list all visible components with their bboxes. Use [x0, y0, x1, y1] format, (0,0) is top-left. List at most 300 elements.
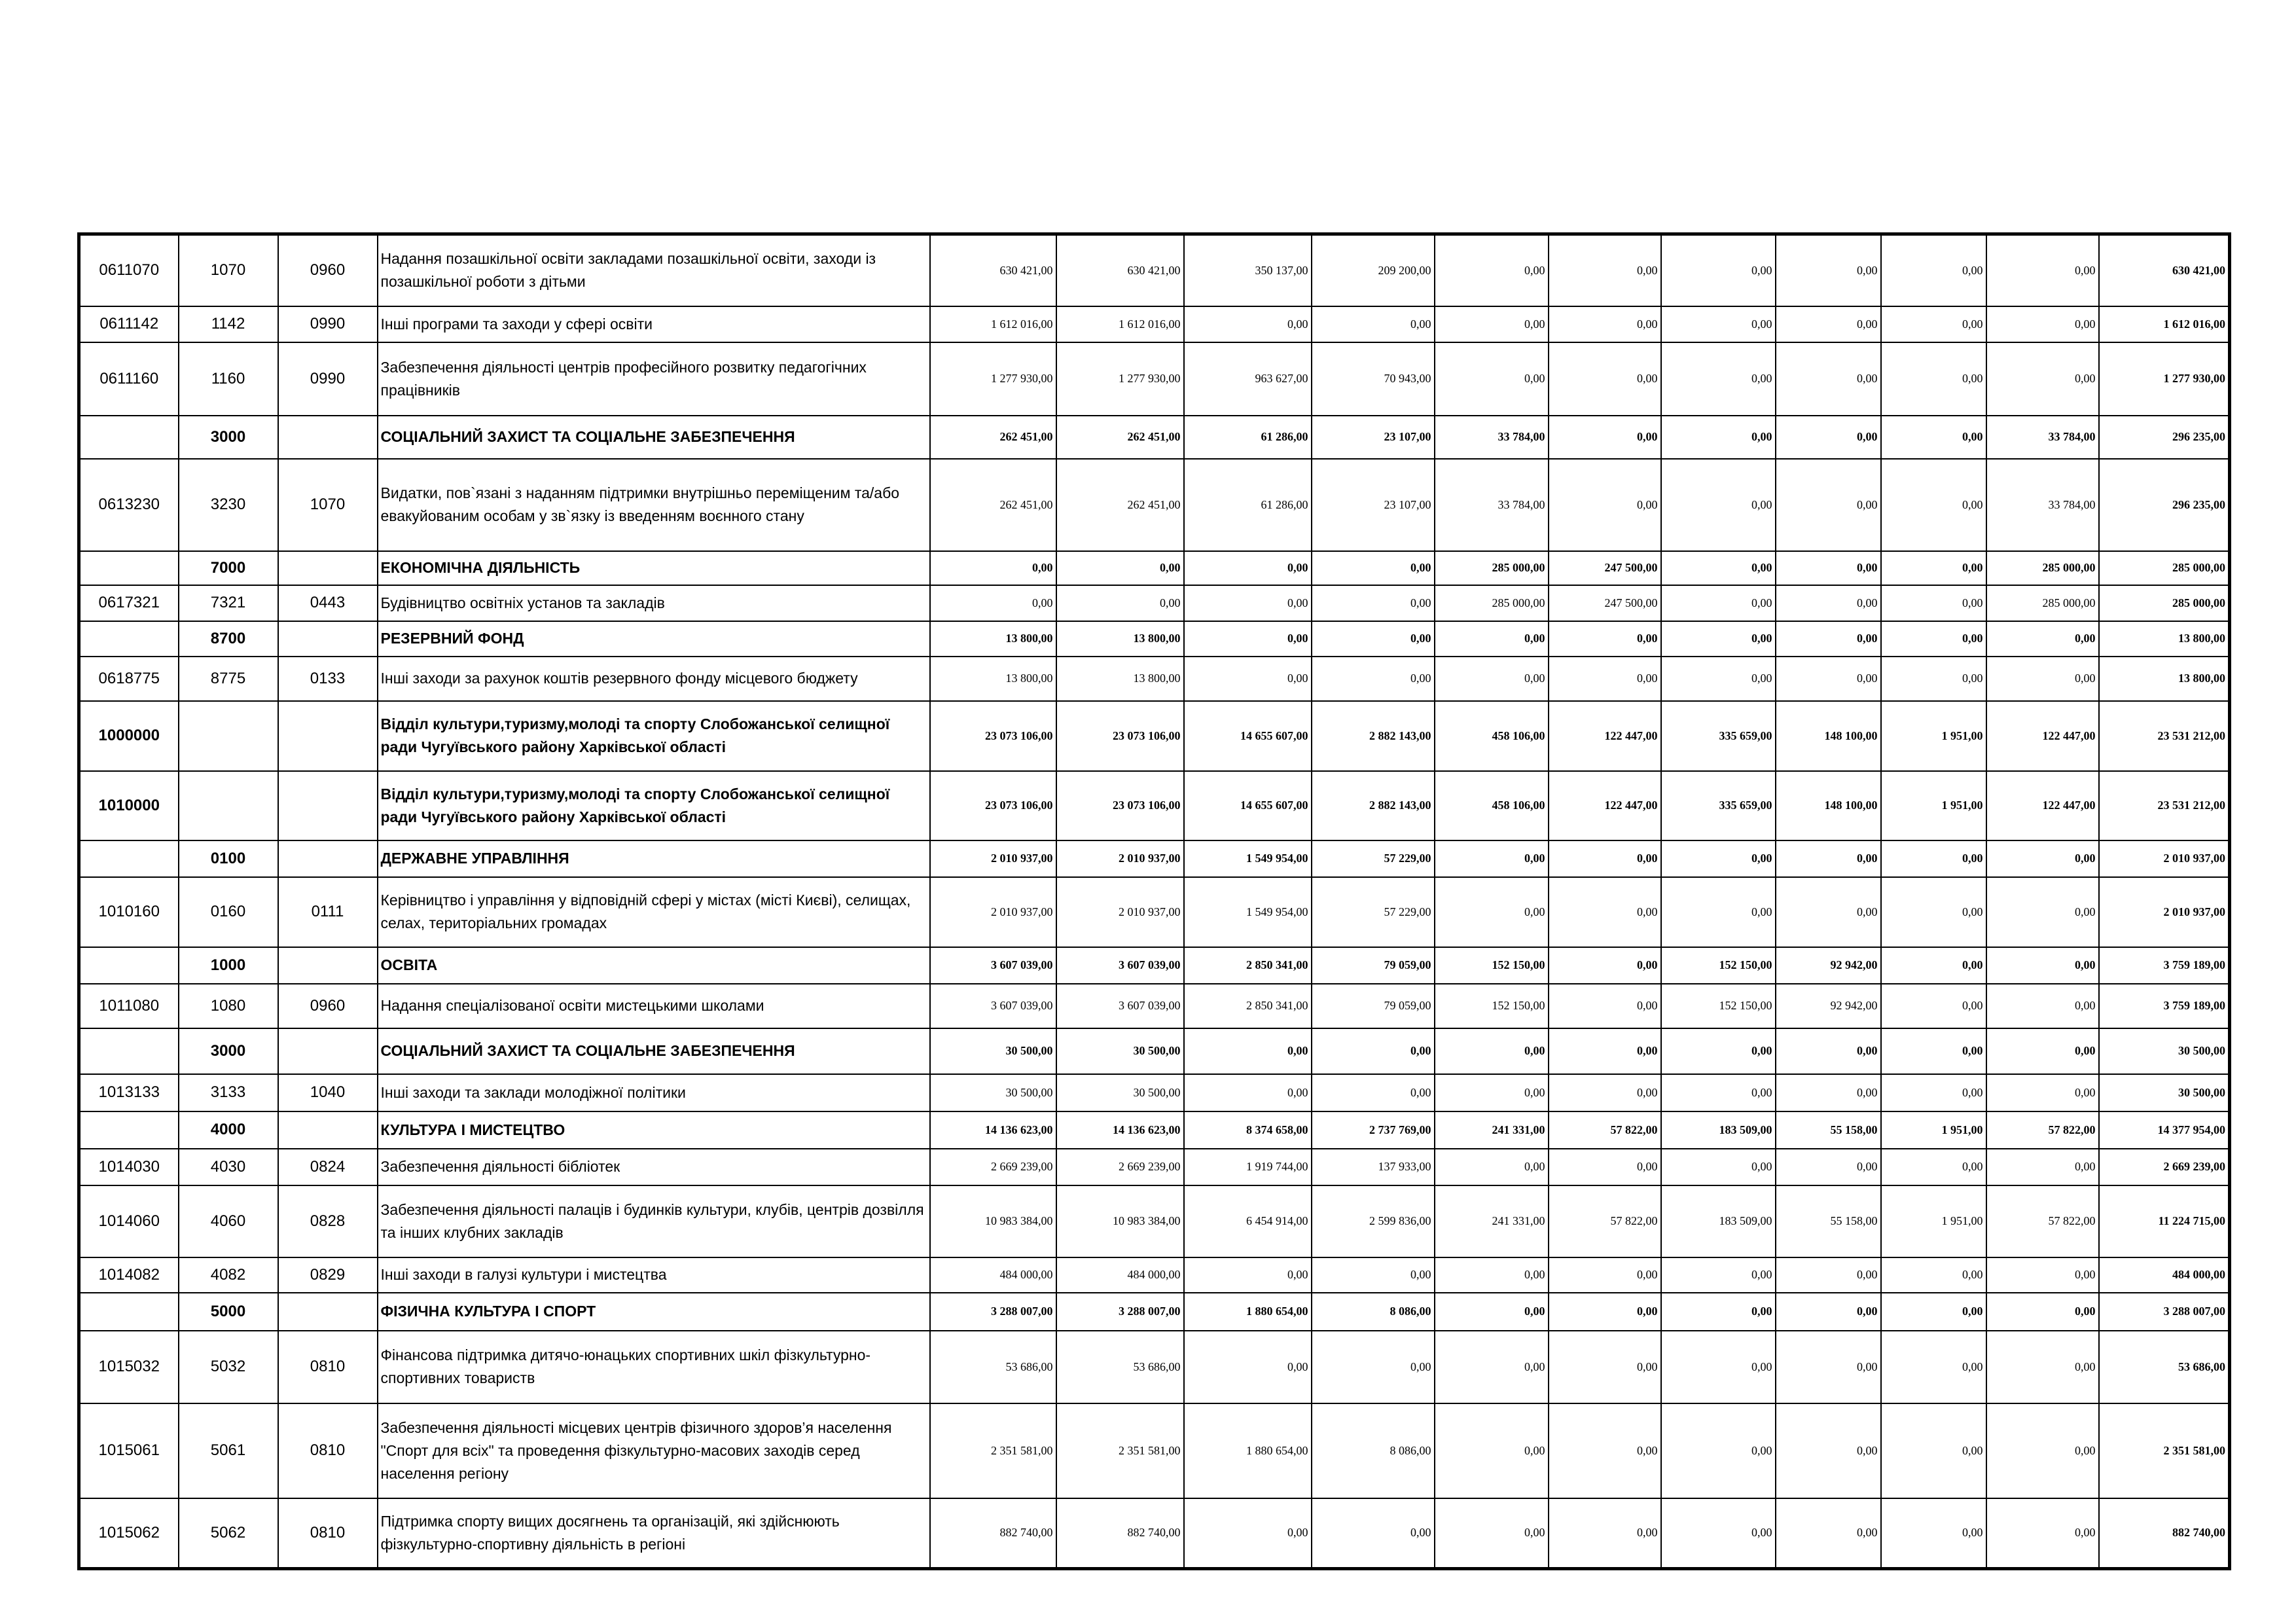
amount-cell: 30 500,00: [2099, 1028, 2230, 1074]
amount-cell: 0,00: [1986, 1331, 2099, 1403]
program-code-cell: 1014060: [79, 1185, 179, 1257]
classification-code-cell: 0810: [278, 1403, 378, 1498]
amount-cell: 0,00: [1776, 1028, 1881, 1074]
amount-cell: 14 136 623,00: [1056, 1111, 1184, 1149]
amount-cell: 33 784,00: [1435, 416, 1549, 459]
amount-cell: 0,00: [1881, 621, 1986, 657]
amount-cell: 0,00: [1776, 621, 1881, 657]
table-row: [79, 459, 2230, 551]
amount-cell: 1 880 654,00: [1184, 1403, 1312, 1498]
amount-cell: 0,00: [1549, 1257, 1661, 1293]
program-code-cell: 1014082: [79, 1257, 179, 1293]
amount-cell: 2 010 937,00: [930, 877, 1056, 947]
amount-cell: 61 286,00: [1184, 459, 1312, 551]
amount-cell: 23 107,00: [1312, 459, 1435, 551]
classification-code-cell: [278, 771, 378, 840]
classification-code-cell: 0990: [278, 306, 378, 342]
amount-cell: 53 686,00: [930, 1331, 1056, 1403]
amount-cell: 2 669 239,00: [1056, 1149, 1184, 1185]
amount-cell: 630 421,00: [2099, 234, 2230, 306]
amount-cell: 0,00: [1986, 1149, 2099, 1185]
budget-sheet: [77, 232, 2228, 1570]
amount-cell: 458 106,00: [1435, 771, 1549, 840]
program-code-cell: 1013133: [79, 1074, 179, 1111]
program-name-cell: Видатки, пов`язані з наданням підтримки внутрішньо переміщеним та/або евакуйованим особам у зв`язку із введенням воєнного стану: [378, 459, 930, 551]
amount-cell: 0,00: [1549, 1331, 1661, 1403]
amount-cell: 285 000,00: [1435, 551, 1549, 585]
amount-cell: 8 086,00: [1312, 1293, 1435, 1331]
amount-cell: 0,00: [1549, 1293, 1661, 1331]
amount-cell: 0,00: [1184, 1331, 1312, 1403]
amount-cell: 0,00: [1435, 342, 1549, 416]
amount-cell: 148 100,00: [1776, 771, 1881, 840]
amount-cell: 0,00: [1435, 1403, 1549, 1498]
program-name-cell: Забезпечення діяльності бібліотек: [378, 1149, 930, 1185]
classification-code-cell: 1040: [278, 1074, 378, 1111]
amount-cell: 0,00: [1312, 585, 1435, 621]
amount-cell: 0,00: [1776, 342, 1881, 416]
amount-cell: 0,00: [1184, 585, 1312, 621]
function-code-cell: 1142: [179, 306, 278, 342]
classification-code-cell: [278, 840, 378, 877]
amount-cell: 2 010 937,00: [2099, 877, 2230, 947]
amount-cell: 0,00: [1881, 877, 1986, 947]
program-name-cell: Інші заходи за рахунок коштів резервного фонду місцевого бюджету: [378, 657, 930, 701]
amount-cell: 10 983 384,00: [1056, 1185, 1184, 1257]
amount-cell: 0,00: [1986, 1293, 2099, 1331]
amount-cell: 241 331,00: [1435, 1111, 1549, 1149]
amount-cell: 0,00: [1881, 984, 1986, 1028]
classification-code-cell: [278, 621, 378, 657]
program-code-cell: 0617321: [79, 585, 179, 621]
amount-cell: 882 740,00: [1056, 1498, 1184, 1569]
amount-cell: 0,00: [1881, 585, 1986, 621]
amount-cell: 0,00: [1184, 621, 1312, 657]
amount-cell: 0,00: [1776, 416, 1881, 459]
program-code-cell: 0611160: [79, 342, 179, 416]
amount-cell: 0,00: [1549, 306, 1661, 342]
table-row: [79, 342, 2230, 416]
amount-cell: 10 983 384,00: [930, 1185, 1056, 1257]
amount-cell: 0,00: [1986, 657, 2099, 701]
program-name-cell: СОЦІАЛЬНИЙ ЗАХИСТ ТА СОЦІАЛЬНЕ ЗАБЕЗПЕЧЕННЯ: [378, 416, 930, 459]
amount-cell: 122 447,00: [1986, 701, 2099, 771]
program-name-cell: Забезпечення діяльності палаців i будинків культури, клубів, центрів дозвілля та iнших клубних закладів: [378, 1185, 930, 1257]
amount-cell: 23 073 106,00: [1056, 771, 1184, 840]
amount-cell: 0,00: [1661, 621, 1776, 657]
function-code-cell: 3000: [179, 1028, 278, 1074]
amount-cell: 0,00: [1776, 1149, 1881, 1185]
amount-cell: 285 000,00: [1986, 585, 2099, 621]
table-row: [79, 234, 2230, 306]
amount-cell: 0,00: [1986, 1403, 2099, 1498]
amount-cell: 2 850 341,00: [1184, 984, 1312, 1028]
amount-cell: 0,00: [1435, 840, 1549, 877]
amount-cell: 14 377 954,00: [2099, 1111, 2230, 1149]
program-code-cell: 1010000: [79, 771, 179, 840]
classification-code-cell: 0990: [278, 342, 378, 416]
amount-cell: 0,00: [1312, 1257, 1435, 1293]
program-name-cell: Фінансова підтримка дитячо-юнацьких спортивних шкіл фізкультурно-спортивних товариств: [378, 1331, 930, 1403]
amount-cell: 2 010 937,00: [1056, 877, 1184, 947]
function-code-cell: 5061: [179, 1403, 278, 1498]
classification-code-cell: [278, 1028, 378, 1074]
program-name-cell: ФІЗИЧНА КУЛЬТУРА І СПОРТ: [378, 1293, 930, 1331]
amount-cell: 0,00: [1776, 840, 1881, 877]
amount-cell: 0,00: [1435, 1074, 1549, 1111]
amount-cell: 30 500,00: [2099, 1074, 2230, 1111]
amount-cell: 79 059,00: [1312, 947, 1435, 984]
amount-cell: 2 010 937,00: [2099, 840, 2230, 877]
program-code-cell: 1015061: [79, 1403, 179, 1498]
amount-cell: 0,00: [1056, 551, 1184, 585]
amount-cell: 0,00: [1661, 1028, 1776, 1074]
amount-cell: 57 229,00: [1312, 877, 1435, 947]
program-code-cell: 0611070: [79, 234, 179, 306]
amount-cell: 350 137,00: [1184, 234, 1312, 306]
program-name-cell: КУЛЬТУРА І МИСТЕЦТВО: [378, 1111, 930, 1149]
amount-cell: 8 086,00: [1312, 1403, 1435, 1498]
classification-code-cell: 0111: [278, 877, 378, 947]
amount-cell: 484 000,00: [1056, 1257, 1184, 1293]
amount-cell: 285 000,00: [2099, 585, 2230, 621]
amount-cell: 23 073 106,00: [930, 701, 1056, 771]
classification-code-cell: 0960: [278, 234, 378, 306]
amount-cell: 0,00: [1776, 551, 1881, 585]
amount-cell: 0,00: [1776, 459, 1881, 551]
amount-cell: 335 659,00: [1661, 771, 1776, 840]
amount-cell: 0,00: [1776, 1331, 1881, 1403]
amount-cell: 13 800,00: [930, 657, 1056, 701]
amount-cell: 137 933,00: [1312, 1149, 1435, 1185]
table-row: [79, 1403, 2230, 1498]
function-code-cell: [179, 771, 278, 840]
amount-cell: 0,00: [1184, 551, 1312, 585]
amount-cell: 2 010 937,00: [930, 840, 1056, 877]
classification-code-cell: 0133: [278, 657, 378, 701]
program-name-cell: Надання спеціалізованої освіти мистецькими школами: [378, 984, 930, 1028]
amount-cell: 0,00: [1776, 657, 1881, 701]
amount-cell: 0,00: [1661, 1149, 1776, 1185]
amount-cell: 23 107,00: [1312, 416, 1435, 459]
amount-cell: 0,00: [1881, 1149, 1986, 1185]
amount-cell: 0,00: [1549, 1028, 1661, 1074]
amount-cell: 0,00: [1881, 840, 1986, 877]
amount-cell: 0,00: [1312, 657, 1435, 701]
amount-cell: 57 822,00: [1986, 1111, 2099, 1149]
amount-cell: 0,00: [1881, 1257, 1986, 1293]
amount-cell: 0,00: [1661, 234, 1776, 306]
amount-cell: 0,00: [1776, 877, 1881, 947]
amount-cell: 11 224 715,00: [2099, 1185, 2230, 1257]
amount-cell: 0,00: [1881, 416, 1986, 459]
amount-cell: 0,00: [1435, 621, 1549, 657]
amount-cell: 963 627,00: [1184, 342, 1312, 416]
table-row: [79, 877, 2230, 947]
amount-cell: 0,00: [1056, 585, 1184, 621]
function-code-cell: 7000: [179, 551, 278, 585]
amount-cell: 262 451,00: [1056, 416, 1184, 459]
table-row: [79, 984, 2230, 1028]
amount-cell: 0,00: [930, 551, 1056, 585]
amount-cell: 152 150,00: [1435, 984, 1549, 1028]
amount-cell: 1 549 954,00: [1184, 877, 1312, 947]
amount-cell: 3 288 007,00: [1056, 1293, 1184, 1331]
amount-cell: 0,00: [1661, 840, 1776, 877]
amount-cell: 0,00: [1881, 459, 1986, 551]
function-code-cell: [179, 701, 278, 771]
classification-code-cell: 0810: [278, 1331, 378, 1403]
table-row: [79, 306, 2230, 342]
program-code-cell: 1015032: [79, 1331, 179, 1403]
program-code-cell: [79, 1293, 179, 1331]
amount-cell: 0,00: [1312, 1498, 1435, 1569]
function-code-cell: 8700: [179, 621, 278, 657]
classification-code-cell: [278, 947, 378, 984]
amount-cell: 0,00: [1986, 1498, 2099, 1569]
program-code-cell: 1000000: [79, 701, 179, 771]
amount-cell: 1 919 744,00: [1184, 1149, 1312, 1185]
amount-cell: 262 451,00: [1056, 459, 1184, 551]
amount-cell: 3 288 007,00: [2099, 1293, 2230, 1331]
amount-cell: 33 784,00: [1435, 459, 1549, 551]
function-code-cell: 1160: [179, 342, 278, 416]
amount-cell: 1 951,00: [1881, 771, 1986, 840]
amount-cell: 30 500,00: [1056, 1074, 1184, 1111]
program-code-cell: [79, 416, 179, 459]
amount-cell: 0,00: [1312, 306, 1435, 342]
budget-table: [77, 232, 2231, 1570]
amount-cell: 0,00: [1776, 1498, 1881, 1569]
program-name-cell: Будівництво освітніх установ та закладів: [378, 585, 930, 621]
amount-cell: 0,00: [1184, 657, 1312, 701]
function-code-cell: 3000: [179, 416, 278, 459]
function-code-cell: 1000: [179, 947, 278, 984]
classification-code-cell: 0824: [278, 1149, 378, 1185]
amount-cell: 23 531 212,00: [2099, 771, 2230, 840]
amount-cell: 0,00: [1435, 1149, 1549, 1185]
amount-cell: 0,00: [1661, 416, 1776, 459]
amount-cell: 148 100,00: [1776, 701, 1881, 771]
table-row: [79, 585, 2230, 621]
program-name-cell: Інші заходи в галузі культури і мистецтва: [378, 1257, 930, 1293]
program-code-cell: 1015062: [79, 1498, 179, 1569]
program-code-cell: [79, 1111, 179, 1149]
amount-cell: 122 447,00: [1549, 701, 1661, 771]
amount-cell: 53 686,00: [1056, 1331, 1184, 1403]
amount-cell: 209 200,00: [1312, 234, 1435, 306]
amount-cell: 92 942,00: [1776, 947, 1881, 984]
amount-cell: 30 500,00: [930, 1028, 1056, 1074]
amount-cell: 0,00: [1986, 1257, 2099, 1293]
amount-cell: 2 737 769,00: [1312, 1111, 1435, 1149]
amount-cell: 0,00: [1881, 947, 1986, 984]
amount-cell: 1 612 016,00: [930, 306, 1056, 342]
classification-code-cell: [278, 416, 378, 459]
classification-code-cell: [278, 1293, 378, 1331]
amount-cell: 2 850 341,00: [1184, 947, 1312, 984]
program-name-cell: Інші заходи та заклади молодіжної політики: [378, 1074, 930, 1111]
amount-cell: 0,00: [1661, 459, 1776, 551]
amount-cell: 0,00: [1549, 657, 1661, 701]
amount-cell: 0,00: [1549, 234, 1661, 306]
amount-cell: 1 277 930,00: [1056, 342, 1184, 416]
amount-cell: 0,00: [1549, 984, 1661, 1028]
amount-cell: 0,00: [1986, 234, 2099, 306]
amount-cell: 2 882 143,00: [1312, 701, 1435, 771]
amount-cell: 296 235,00: [2099, 459, 2230, 551]
amount-cell: 55 158,00: [1776, 1185, 1881, 1257]
amount-cell: 0,00: [1881, 1028, 1986, 1074]
amount-cell: 0,00: [1549, 1074, 1661, 1111]
amount-cell: 57 822,00: [1986, 1185, 2099, 1257]
amount-cell: 0,00: [1881, 1498, 1986, 1569]
amount-cell: 0,00: [1776, 1074, 1881, 1111]
amount-cell: 0,00: [1549, 416, 1661, 459]
amount-cell: 23 073 106,00: [1056, 701, 1184, 771]
amount-cell: 2 351 581,00: [930, 1403, 1056, 1498]
amount-cell: 30 500,00: [930, 1074, 1056, 1111]
amount-cell: 13 800,00: [1056, 621, 1184, 657]
amount-cell: 6 454 914,00: [1184, 1185, 1312, 1257]
function-code-cell: 1070: [179, 234, 278, 306]
function-code-cell: 8775: [179, 657, 278, 701]
amount-cell: 0,00: [1549, 947, 1661, 984]
program-code-cell: 0611142: [79, 306, 179, 342]
amount-cell: 0,00: [1184, 1257, 1312, 1293]
amount-cell: 13 800,00: [2099, 657, 2230, 701]
amount-cell: 1 951,00: [1881, 1111, 1986, 1149]
amount-cell: 3 607 039,00: [1056, 947, 1184, 984]
table-row: [79, 1331, 2230, 1403]
amount-cell: 0,00: [1881, 1331, 1986, 1403]
table-row: [79, 1149, 2230, 1185]
amount-cell: 0,00: [1661, 585, 1776, 621]
program-name-cell: Забезпечення діяльності місцевих центрів фізичного здоров’я населення "Спорт для всіх" та проведення фізкультурно-масових заходів серед населення регіону: [378, 1403, 930, 1498]
program-code-cell: [79, 947, 179, 984]
amount-cell: 0,00: [1881, 342, 1986, 416]
amount-cell: 55 158,00: [1776, 1111, 1881, 1149]
amount-cell: 0,00: [1776, 1403, 1881, 1498]
amount-cell: 70 943,00: [1312, 342, 1435, 416]
amount-cell: 0,00: [1881, 551, 1986, 585]
amount-cell: 0,00: [1312, 551, 1435, 585]
function-code-cell: 5000: [179, 1293, 278, 1331]
function-code-cell: 3230: [179, 459, 278, 551]
amount-cell: 183 509,00: [1661, 1185, 1776, 1257]
table-row: [79, 1028, 2230, 1074]
amount-cell: 0,00: [1435, 1498, 1549, 1569]
function-code-cell: 5032: [179, 1331, 278, 1403]
amount-cell: 13 800,00: [2099, 621, 2230, 657]
program-code-cell: 0613230: [79, 459, 179, 551]
amount-cell: 0,00: [1986, 621, 2099, 657]
table-row: [79, 840, 2230, 877]
classification-code-cell: [278, 551, 378, 585]
function-code-cell: 4000: [179, 1111, 278, 1149]
amount-cell: 0,00: [1435, 1257, 1549, 1293]
program-code-cell: [79, 551, 179, 585]
amount-cell: 2 882 143,00: [1312, 771, 1435, 840]
amount-cell: 2 669 239,00: [930, 1149, 1056, 1185]
table-row: [79, 947, 2230, 984]
amount-cell: 0,00: [1661, 551, 1776, 585]
amount-cell: 0,00: [1986, 1074, 2099, 1111]
amount-cell: 0,00: [1661, 1257, 1776, 1293]
amount-cell: 0,00: [1661, 342, 1776, 416]
amount-cell: 14 655 607,00: [1184, 771, 1312, 840]
program-name-cell: Забезпечення діяльності центрів професійного розвитку педагогічних працівників: [378, 342, 930, 416]
program-name-cell: СОЦІАЛЬНИЙ ЗАХИСТ ТА СОЦІАЛЬНЕ ЗАБЕЗПЕЧЕННЯ: [378, 1028, 930, 1074]
amount-cell: 484 000,00: [2099, 1257, 2230, 1293]
program-code-cell: 1010160: [79, 877, 179, 947]
amount-cell: 296 235,00: [2099, 416, 2230, 459]
amount-cell: 152 150,00: [1435, 947, 1549, 984]
amount-cell: 0,00: [1986, 840, 2099, 877]
classification-code-cell: 1070: [278, 459, 378, 551]
amount-cell: 0,00: [1549, 342, 1661, 416]
amount-cell: 0,00: [1661, 1403, 1776, 1498]
amount-cell: 0,00: [1986, 1028, 2099, 1074]
program-name-cell: Відділ культури,туризму,молоді та спорту Слобожанської селищної ради Чугуївського району Харківської області: [378, 701, 930, 771]
amount-cell: 0,00: [1776, 1257, 1881, 1293]
function-code-cell: 0100: [179, 840, 278, 877]
amount-cell: 0,00: [1549, 621, 1661, 657]
amount-cell: 3 759 189,00: [2099, 984, 2230, 1028]
program-code-cell: [79, 840, 179, 877]
classification-code-cell: 0829: [278, 1257, 378, 1293]
amount-cell: 0,00: [1661, 1074, 1776, 1111]
amount-cell: 122 447,00: [1986, 771, 2099, 840]
amount-cell: 285 000,00: [1435, 585, 1549, 621]
amount-cell: 1 880 654,00: [1184, 1293, 1312, 1331]
amount-cell: 23 531 212,00: [2099, 701, 2230, 771]
table-row: [79, 701, 2230, 771]
amount-cell: 0,00: [1776, 306, 1881, 342]
amount-cell: 1 277 930,00: [2099, 342, 2230, 416]
amount-cell: 0,00: [1986, 306, 2099, 342]
program-code-cell: [79, 1028, 179, 1074]
amount-cell: 14 136 623,00: [930, 1111, 1056, 1149]
classification-code-cell: [278, 701, 378, 771]
amount-cell: 0,00: [1312, 1074, 1435, 1111]
table-row: [79, 1185, 2230, 1257]
amount-cell: 57 822,00: [1549, 1111, 1661, 1149]
amount-cell: 0,00: [1549, 1403, 1661, 1498]
function-code-cell: 3133: [179, 1074, 278, 1111]
function-code-cell: 0160: [179, 877, 278, 947]
amount-cell: 0,00: [1776, 234, 1881, 306]
amount-cell: 0,00: [1549, 1498, 1661, 1569]
amount-cell: 882 740,00: [930, 1498, 1056, 1569]
amount-cell: 0,00: [1986, 877, 2099, 947]
amount-cell: 0,00: [1435, 306, 1549, 342]
program-name-cell: ОСВІТА: [378, 947, 930, 984]
amount-cell: 0,00: [1881, 1074, 1986, 1111]
amount-cell: 1 612 016,00: [2099, 306, 2230, 342]
amount-cell: 3 759 189,00: [2099, 947, 2230, 984]
program-name-cell: Керівництво і управління у відповідній сфері у містах (місті Києві), селищах, селах, територіальних громадах: [378, 877, 930, 947]
amount-cell: 2 010 937,00: [1056, 840, 1184, 877]
amount-cell: 0,00: [930, 585, 1056, 621]
amount-cell: 1 951,00: [1881, 1185, 1986, 1257]
function-code-cell: 4082: [179, 1257, 278, 1293]
amount-cell: 247 500,00: [1549, 551, 1661, 585]
amount-cell: 152 150,00: [1661, 984, 1776, 1028]
table-row: [79, 657, 2230, 701]
amount-cell: 122 447,00: [1549, 771, 1661, 840]
amount-cell: 0,00: [1776, 585, 1881, 621]
